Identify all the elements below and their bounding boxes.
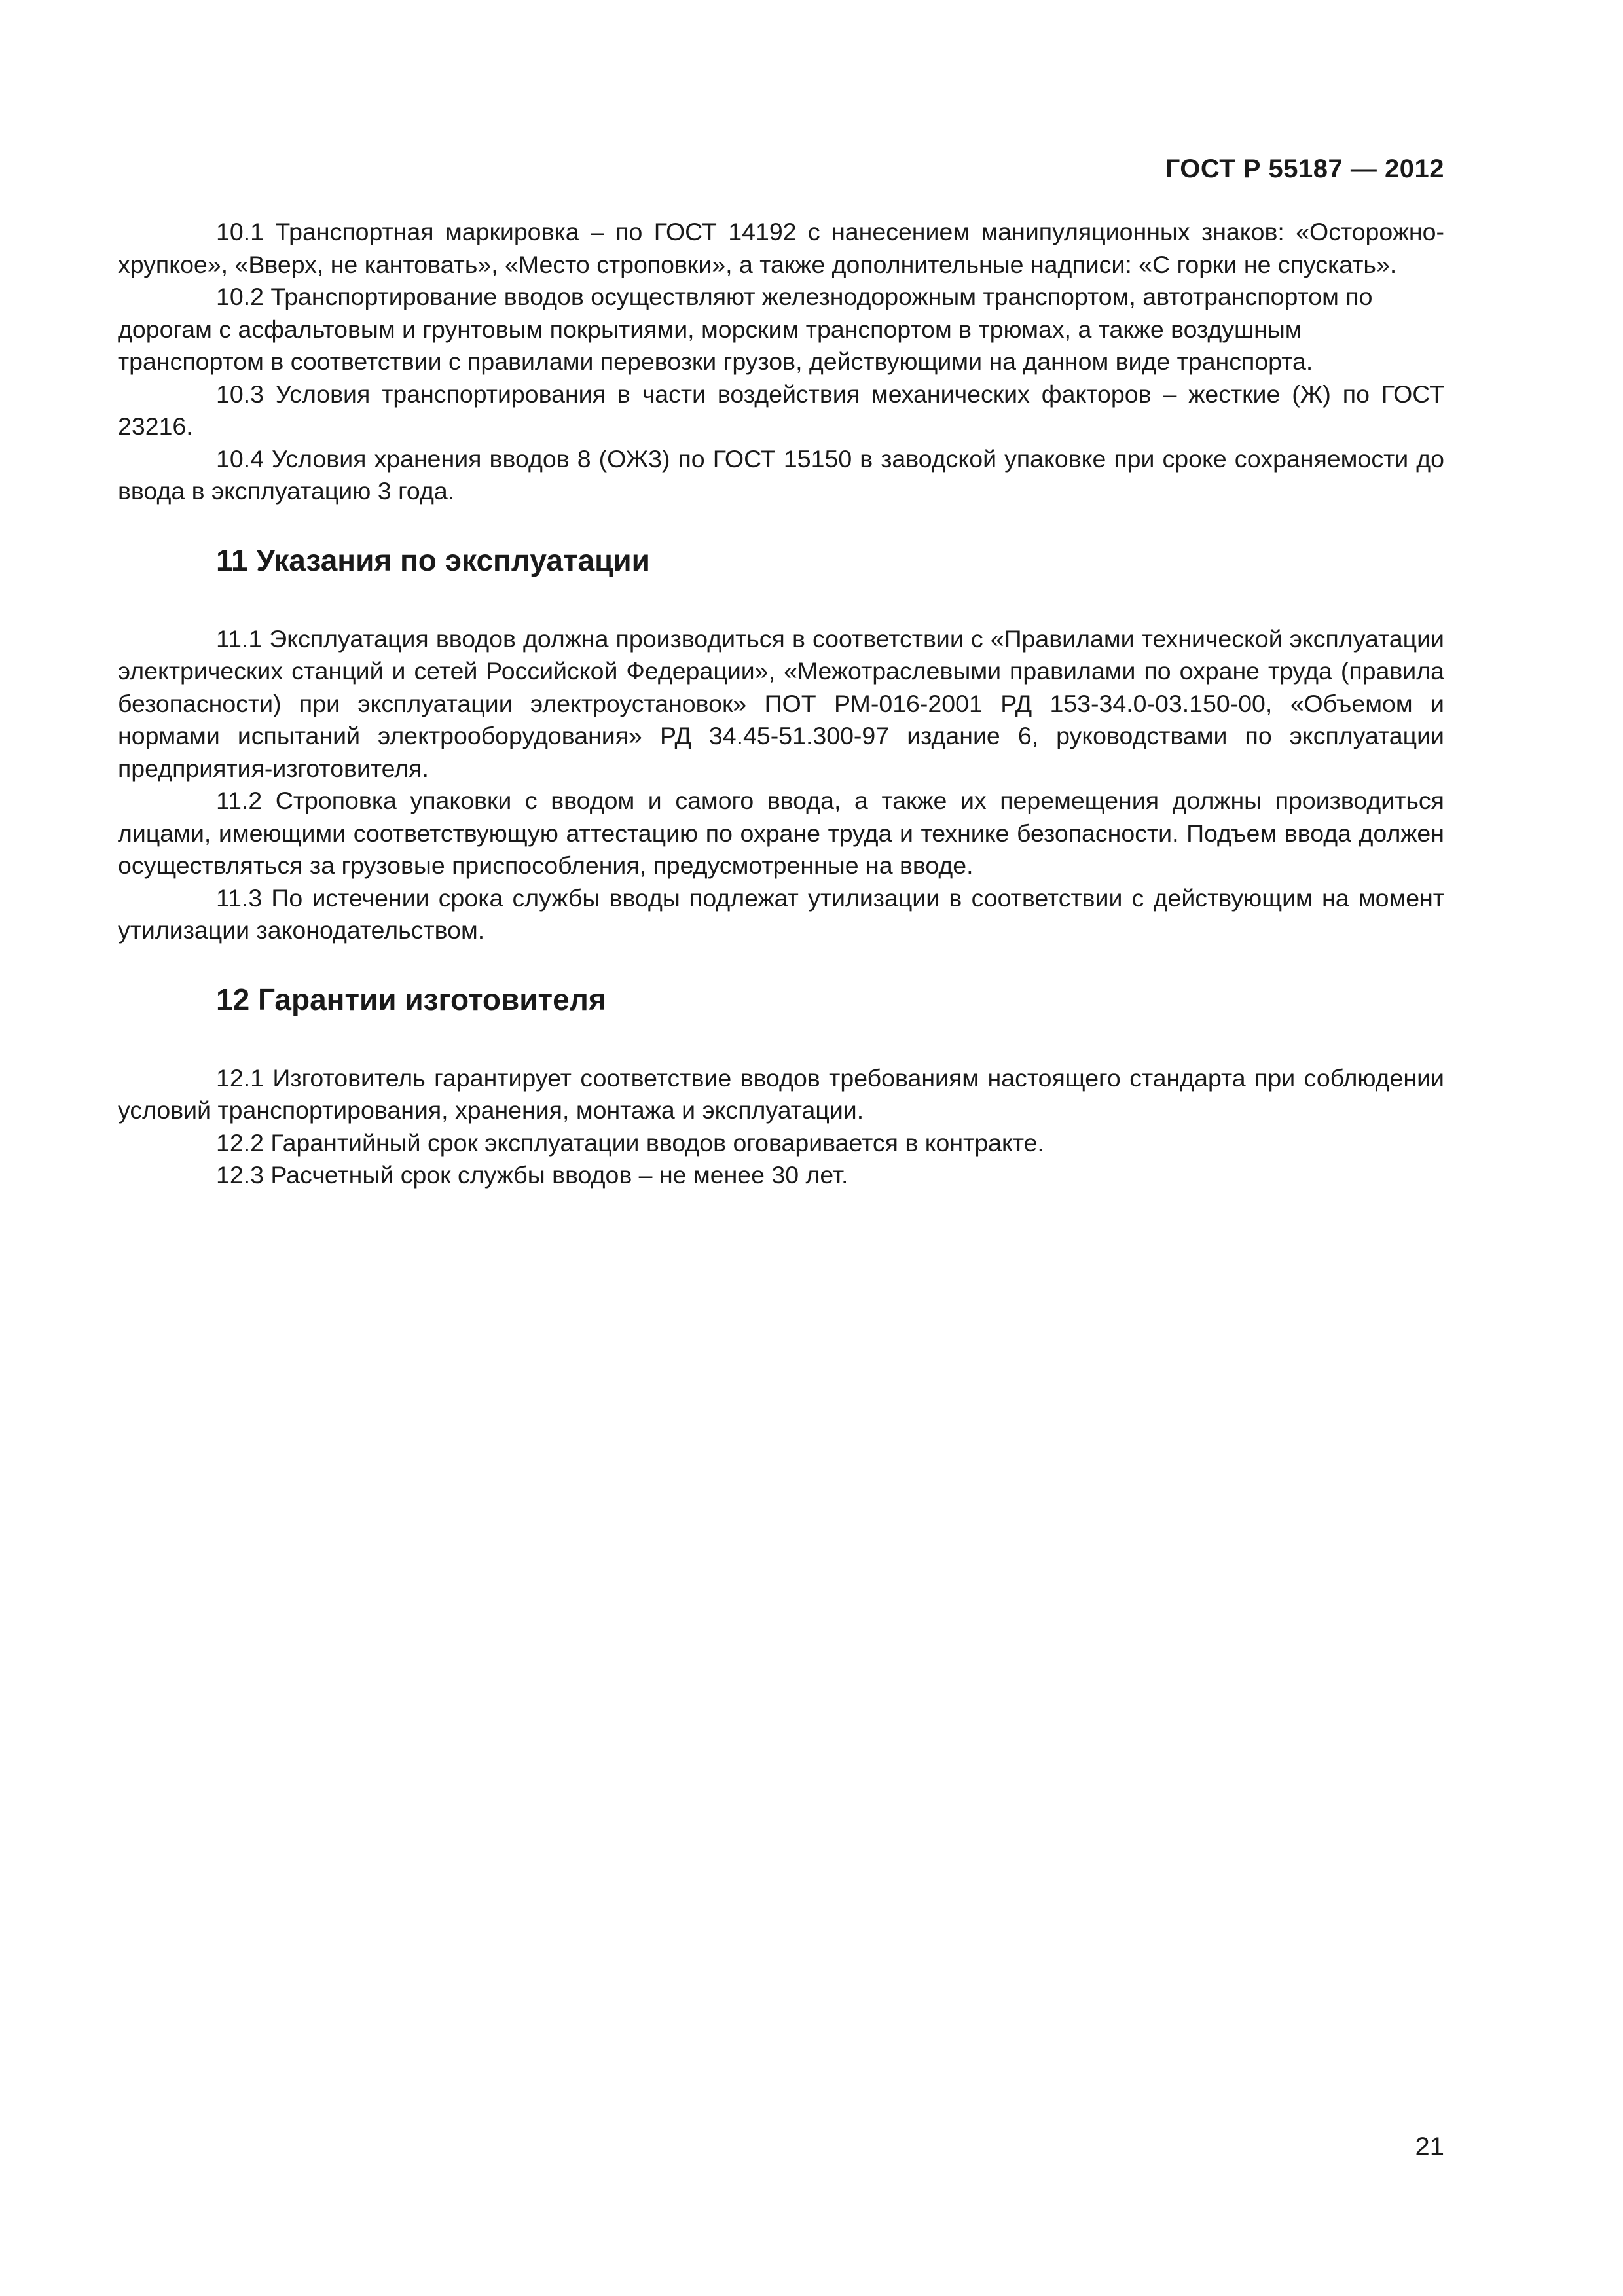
- paragraph-12-2: 12.2 Гарантийный срок эксплуатации вводов оговаривается в контракте.: [216, 1128, 1044, 1157]
- paragraph-11-2: 11.2 Строповка упаковки с вводом и самого ввода, а также их перемещения должны производиться лицами, имеющими соответствующую аттестацию по охране труда и технике безопасности. Подъем ввода должен осуществляться за грузовые приспособления, предусмотренные на вводе.: [118, 787, 1444, 879]
- document-body: [118, 216, 1444, 1192]
- paragraph-10-3: 10.3 Условия транспортирования в части воздействия механических факторов – жесткие (Ж) по ГОСТ 23216.: [118, 380, 1444, 440]
- section-12-heading: 12 Гарантии изготовителя: [216, 982, 606, 1016]
- paragraph-10-1: 10.1 Транспортная маркировка – по ГОСТ 14192 с нанесением манипуляционных знаков: «Осторожно-хрупкое», «Вверх, не кантовать», «Место строповки», а также дополнительные надписи: «С горки не спускать».: [118, 218, 1444, 278]
- paragraph-10-2: 10.2 Транспортирование вводов осуществляют железнодорожным транспортом, автотранспортом по дорогам с асфальтовым и грунтовым покрытиями, морским транспортом в трюмах, а также воздушным транспортом в соответствии с правилами перевозки грузов, действующими на данном виде транспорта.: [118, 283, 1373, 375]
- paragraph-10-4: 10.4 Условия хранения вводов 8 (ОЖ3) по ГОСТ 15150 в заводской упаковке при сроке сохраняемости до ввода в эксплуатацию 3 года.: [118, 444, 1444, 505]
- section-11-heading: 11 Указания по эксплуатации: [216, 543, 650, 577]
- page-number: 21: [1415, 2132, 1444, 2161]
- paragraph-12-1: 12.1 Изготовитель гарантирует соответствие вводов требованиям настоящего стандарта при соблюдении условий транспортирования, хранения, монтажа и эксплуатации.: [118, 1064, 1444, 1124]
- paragraph-11-1: 11.1 Эксплуатация вводов должна производиться в соответствии с «Правилами технической эксплуатации электрических станций и сетей Российской Федерации», «Межотраслевыми правилами по охране труда (правила безопасности) при эксплуатации электроустановок» ПОТ РМ-016-2001 РД 153-34.0-03.150-00, «Объемом и нормами испытаний электрооборудования» РД 34.45-51.300-97 издание 6, руководствами по эксплуатации предприятия-изготовителя.: [118, 624, 1444, 782]
- paragraph-12-3: 12.3 Расчетный срок службы вводов – не менее 30 лет.: [216, 1161, 848, 1189]
- paragraph-11-3: 11.3 По истечении срока службы вводы подлежат утилизации в соответствии с действующим на момент утилизации законодательством.: [118, 884, 1444, 944]
- document-code: ГОСТ Р 55187 — 2012: [1165, 154, 1444, 183]
